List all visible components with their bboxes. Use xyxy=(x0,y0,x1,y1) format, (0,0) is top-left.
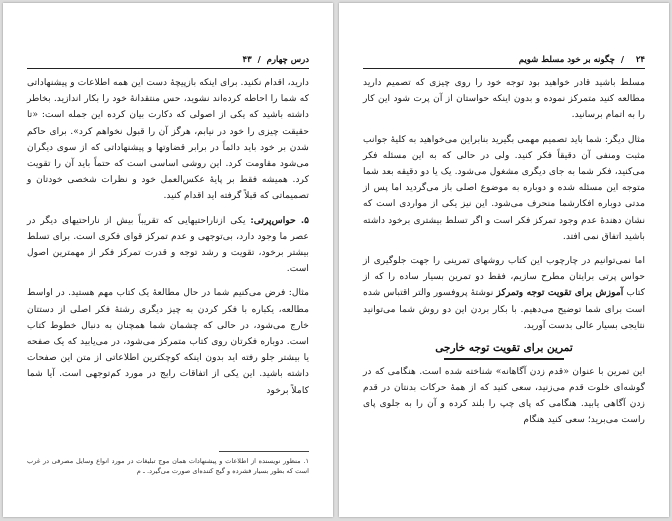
right-paragraph-3: اما نمی‌توانیم در چارچوب این کتاب روشهای تمرینی را جهت جلوگیری از حواس پرتی برایتان مطرح سازیم، فقط دو تمرین بسیار ساده را که از کتاب آموزش برای تقویت توجه وتمرکز نوشتهٔ پروفسور والتر اقتباس شده است برای شما توضیح می‌دهیم. با بکار بردن این دو روش شما می‌توانید نتایجی بسیار عالی بدست آورید. xyxy=(363,255,646,331)
left-paragraph-1: دارید، اقدام نکنید. برای اینکه بازپیچهٔ دست این همه اطلاعات و پیشنهاداتی که شما را احاطه کرده‌اند نشوید، حس منتقدانهٔ خود را بکار اندازید. بخاطر داشته باشید که یکی از اصولی که دکارت بیان کرده این جمله است: «تا حقیقت چیزی را خود در نیابم، هرگز آن را قبول نخواهم کرد». برای حاکم شدن بر خود باید دائماً در برابر قضاوتها و پیشنهاداتی که از سوی دیگران می‌شود مقاومت کرد. این روشی اساسی است که حتماً باید آن را تقویت کرد. همیشه فقط بر پایهٔ عکس‌العمل خود و نظرات شخصی خودتان و تصمیماتی که قبلاً گرفته اید اقدام کنید. xyxy=(27,77,309,202)
subheading-distraction: ۵. حواس‌پرتی: xyxy=(250,214,310,226)
left-paragraph-2: ۵. حواس‌پرتی: یکی ازناراحتیهایی که تقریباً بیش از ناراحتیهای دیگر در عصر ما وجود دارد، بی‌توجهی و عدم تمرکز قوای فکری است. برای تسلط بیشتر برخود، تقویت و رشد توجه و قدرت تمرکز فکر از مهمترین اصول است. xyxy=(27,214,310,275)
right-page-body xyxy=(363,75,645,429)
left-page-number: ۴۳ xyxy=(242,55,252,65)
footnote-text: ۱. منظور نویسنده از اطلاعات و پیشنهادات همان موج تبلیغات در مورد انواع وسایل مصرفی در غرب است که بطور بسیار فشرده و گیج کننده‌ای صورت می‌گیرد. ـ م xyxy=(27,457,309,475)
section-title-underline xyxy=(444,358,564,360)
right-paragraph-4: این تمرین با عنوان «قدم زدن آگاهانه» شناخته شده است. هنگامی که در گوشه‌ای خلوت قدم می‌زنید، سعی کنید که از همهٔ حرکات بدنتان در قدم زدن آگاهی یابید. هنگامی که پای چپ را بلند کرده و آن را به جلوی پای راست می‌برید؛ سعی کنید هنگام xyxy=(363,365,645,426)
left-paragraph-3: مثال: فرض می‌کنیم شما در حال مطالعهٔ یک کتاب مهم هستید. در اواسط مطالعه، یکباره با فکر کردن به چیز دیگری رشتهٔ فکر اصلی از دستتان خارج می‌شود، در حالی که چشمان شما همچنان به دنبال خطوط کتاب است. دوباره فکرتان روی کتاب متمرکز می‌شود، در می‌یابید که یک صفحه یا بیشتر جلو رفته اید بدون اینکه کوچکترین اطلاعاتی از متن این صفحات داشته باشید. این یکی از اتفاقات رایج در مورد کم‌توجهی است. آیا شما کاملاً برخود xyxy=(27,287,309,396)
left-page xyxy=(3,3,333,517)
right-page-number: ۲۴ xyxy=(635,55,645,65)
left-page-header: درس چهارم / ۴۳ xyxy=(27,55,309,69)
right-paragraph-2: مثال دیگر: شما باید تصمیم مهمی بگیرید بنابراین می‌خواهید به کلیهٔ جوانب مثبت ومنفی آن دقیقاً فکر کنید. ولی در حالی که به این مسئله فکر می‌کنید، فکر شما به جای دیگری مشغول می‌شود. یک یا دو دقیقه بعد شما متوجه این مسئله شده و دوباره به موضوع اصلی باز می‌گردید اما پس از مدتی دوباره افکارشما منحرف می‌شود. این نیز یکی از مواردی است که نشان دهندهٔ عدم وجود تمرکز فکر است و اگر تسلط بیشتری برخود داشته باشید اتفاق نمی افتد. xyxy=(363,133,645,242)
left-footnote xyxy=(27,451,309,476)
book-title-emphasis: آموزش برای تقویت توجه وتمرکز xyxy=(496,287,624,299)
right-page-header: ۲۴ / چگونه بر خود مسلط شویم xyxy=(363,55,645,69)
left-page-body xyxy=(27,75,309,399)
section-title: تمرین برای تقویت توجه خارجی xyxy=(363,340,645,360)
left-header-title: درس چهارم xyxy=(266,55,309,65)
right-header-title: چگونه بر خود مسلط شویم xyxy=(518,55,615,65)
right-paragraph-1: مسلط باشید قادر خواهید بود توجه خود را روی چیزی که تصمیم دارید مطالعه کنید متمرکز نموده و بدون اینکه حواستان از آن پرت شود این کار را به اتمام برسانید. xyxy=(363,77,645,121)
right-page xyxy=(339,3,669,517)
footnote-rule xyxy=(219,451,309,452)
